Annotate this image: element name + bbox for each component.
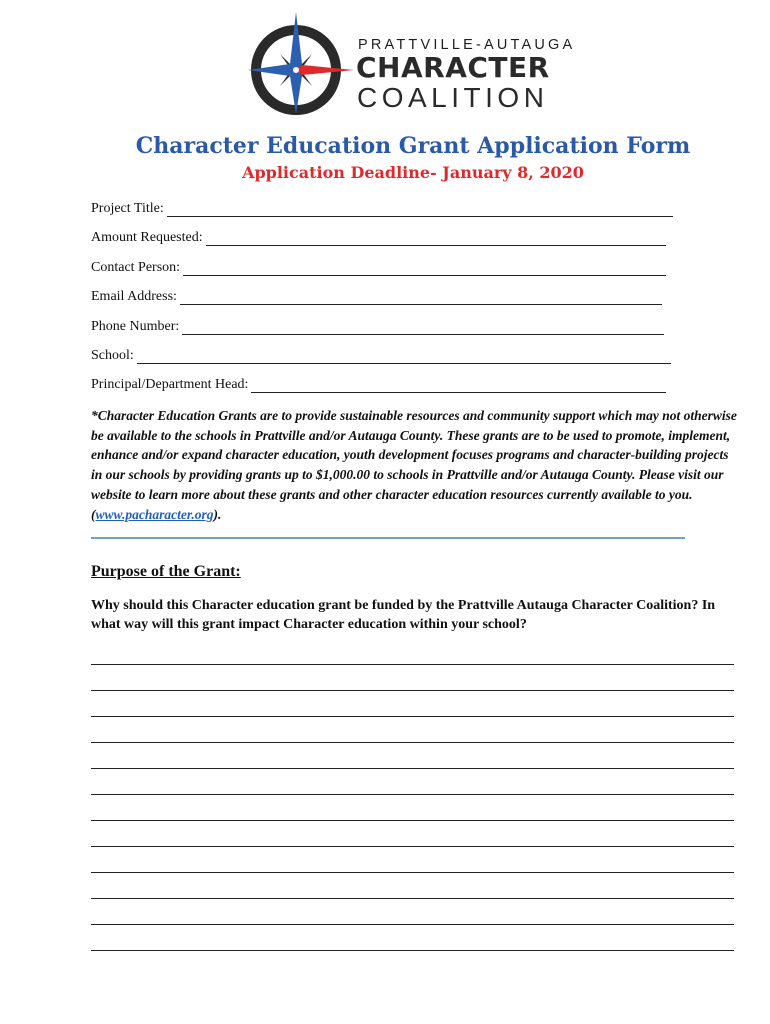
answer-line[interactable] — [91, 716, 734, 717]
project-title-input-line[interactable] — [167, 204, 673, 217]
coalition-logo — [244, 10, 584, 125]
answer-line[interactable] — [91, 820, 734, 821]
contact-person-input-line[interactable] — [183, 263, 666, 276]
phone-number-field[interactable] — [91, 319, 664, 335]
purpose-question: Why should this Character education grant be funded by the Prattville Autauga Character Coalition? In what way will this grant impact Character education within your school? — [91, 598, 716, 632]
answer-line[interactable] — [91, 872, 734, 873]
answer-line[interactable] — [91, 742, 734, 743]
application-deadline: Application Deadline- January 8, 2020 — [242, 163, 584, 182]
amount-requested-input-line[interactable] — [206, 233, 666, 246]
answer-line[interactable] — [91, 794, 734, 795]
school-input-line[interactable] — [137, 351, 671, 364]
field-label: Phone Number: — [91, 319, 180, 334]
answer-line[interactable] — [91, 690, 734, 691]
phone-number-input-line[interactable] — [182, 322, 664, 335]
amount-requested-field[interactable] — [91, 230, 666, 246]
email-address-field[interactable] — [91, 289, 662, 305]
principal-department-head-input-line[interactable] — [251, 380, 666, 393]
compass-emblem-icon — [244, 10, 354, 122]
field-label: School: — [91, 348, 134, 363]
field-label: Project Title: — [91, 201, 164, 216]
answer-line[interactable] — [91, 846, 734, 847]
field-label: Contact Person: — [91, 260, 181, 275]
website-link[interactable]: www.pacharacter.org — [95, 506, 214, 522]
answer-line[interactable] — [91, 768, 734, 769]
answer-line[interactable] — [91, 664, 734, 665]
project-title-field[interactable] — [91, 201, 673, 217]
field-label: Amount Requested: — [91, 230, 203, 245]
form-title: Character Education Grant Application Form — [135, 133, 691, 159]
contact-person-field[interactable] — [91, 260, 666, 276]
logo-top-text: PRATTVILLE-AUTAUGA — [358, 37, 576, 53]
grant-notice-closing: ). — [213, 506, 222, 522]
answer-line[interactable] — [91, 898, 734, 899]
section-divider — [91, 537, 685, 539]
answer-line[interactable] — [91, 950, 734, 951]
email-address-input-line[interactable] — [180, 292, 662, 305]
answer-line[interactable] — [91, 924, 734, 925]
principal-department-head-field[interactable] — [91, 377, 666, 393]
logo-main-text: CHARACTER — [356, 51, 550, 84]
grant-notice-text: *Character Education Grants are to provide sustainable resources and community support which may not otherwise be available to the schools in Prattville and/or Autauga County. These grants are to be used to promote, implement, enhance and/or expand character education, youth development focuses programs and character-building projects in our schools by providing grants up to $1,000.00 to schools in Prattville and/or Autauga County. Please visit our website to learn more about these grants and other character education resources currently available to you. ( — [91, 408, 737, 522]
field-label: Email Address: — [91, 289, 177, 304]
logo-sub-text: COALITION — [357, 82, 549, 113]
purpose-heading: Purpose of the Grant: — [91, 563, 241, 580]
field-label: Principal/Department Head: — [91, 377, 249, 392]
school-field[interactable] — [91, 348, 671, 364]
grant-notice — [91, 406, 741, 524]
